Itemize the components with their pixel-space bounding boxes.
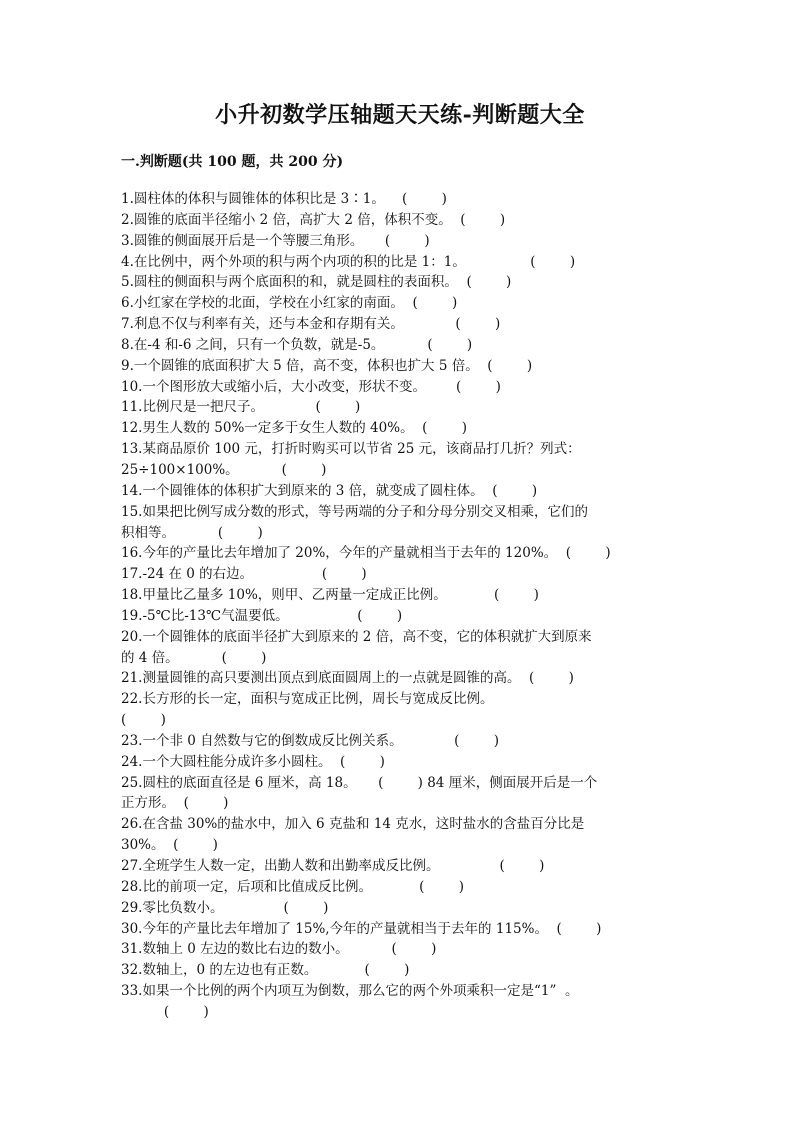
question-line: 4.在比例中，两个外项的积与两个内项的积的比是 1：1。 ( ) [121, 253, 576, 270]
question-line: 33.如果一个比例的两个内项互为倒数，那么它的两个外项乘积一定是“1” 。 [121, 983, 579, 1000]
question-line: 7.利息不仅与利率有关，还与本金和存期有关。 ( ) [121, 316, 501, 333]
question-list [121, 189, 677, 1023]
question-line: 27.全班学生人数一定，出勤人数和出勤率成反比例。 ( ) [121, 858, 545, 874]
question-line: 25.圆柱的底面直径是 6 厘米，高 18。 ( ) 84 厘米，侧面展开后是一个 [121, 774, 598, 791]
question-line: 20.一个圆锥体的底面半径扩大到原来的 2 倍，高不变，它的体积就扩大到原来 [121, 628, 592, 645]
question-line: 24.一个大圆柱能分成许多小圆柱。 ( ) [121, 753, 385, 770]
question-line: 3.圆锥的侧面展开后是一个等腰三角形。 ( ) [121, 232, 430, 249]
question-line: 16.今年的产量比去年增加了 20%，今年的产量就相当于去年的 120%。 ( ) [121, 545, 611, 562]
question-line: 1.圆柱体的体积与圆锥体的体积比是 3∶1。 ( ) [121, 191, 447, 207]
question-line: 30.今年的产量比去年增加了 15%,今年的产量就相当于去年的 115%。 ( ) [121, 920, 602, 937]
page-title: 小升初数学压轴题天天练-判断题大全 [215, 102, 585, 128]
question-line: 10.一个图形放大或缩小后，大小改变，形状不变。 ( ) [121, 378, 501, 395]
question-line: 2.圆锥的底面半径缩小 2 倍，高扩大 2 倍，体积不变。 ( ) [121, 211, 506, 228]
question-line: 18.甲量比乙量多 10%，则甲、乙两量一定成正比例。 ( ) [121, 587, 539, 604]
question-line: 23.一个非 0 自然数与它的倒数成反比例关系。 ( ) [121, 732, 499, 749]
question-line: 17.-24 在 0 的右边。 ( ) [121, 566, 367, 583]
question-line: 5.圆柱的侧面积与两个底面积的和，就是圆柱的表面积。 ( ) [121, 274, 512, 291]
question-line: 6.小红家在学校的北面，学校在小红家的南面。 ( ) [121, 295, 458, 312]
question-line: 13.某商品原价 100 元，打折时购买可以节省 25 元，该商品打几折？列式： [121, 441, 581, 458]
question-line: 积相等。 ( ) [121, 524, 263, 541]
question-line: 的 4 倍。 ( ) [121, 649, 267, 666]
question-line: 19.-5℃比-13℃气温要低。 ( ) [121, 607, 403, 624]
question-line: 25÷100×100%。 ( ) [121, 461, 327, 478]
question-line: 30%。 ( ) [121, 837, 218, 854]
question-line: 28.比的前项一定，后项和比值成反比例。 ( ) [121, 878, 465, 895]
question-line: 29.零比负数小。 ( ) [121, 899, 329, 916]
question-line: 12.男生人数的 50%一定多于女生人数的 40%。 ( ) [121, 420, 468, 437]
question-line: 22.长方形的长一定，面积与宽成正比例，周长与宽成反比例。 [121, 691, 494, 708]
question-line: 15.如果把比例写成分数的形式，等号两端的分子和分母分别交叉相乘，它们的 [121, 503, 588, 520]
question-line: 14.一个圆锥体的体积扩大到原来的 3 倍，就变成了圆柱体。 ( ) [121, 482, 538, 499]
section-heading: 一.判断题(共 100 题，共 200 分) [121, 154, 344, 170]
question-line: 11.比例尺是一把尺子。 ( ) [121, 399, 361, 416]
question-line: ( ) [121, 1003, 209, 1020]
question-line: 26.在含盐 30%的盐水中，加入 6 克盐和 14 克水，这时盐水的含盐百分比是 [121, 816, 585, 833]
question-line: ( ) [121, 712, 166, 729]
question-line: 正方形。 ( ) [121, 795, 229, 812]
question-line: 8.在-4 和-6 之间，只有一个负数，就是-5。 ( ) [121, 336, 473, 353]
question-line: 9.一个圆锥的底面积扩大 5 倍，高不变，体积也扩大 5 倍。 ( ) [121, 357, 533, 374]
question-line: 32.数轴上，0 的左边也有正数。 ( ) [121, 962, 410, 979]
question-line: 21.测量圆锥的高只要测出顶点到底面圆周上的一点就是圆锥的高。 ( ) [121, 670, 574, 687]
question-line: 31.数轴上 0 左边的数比右边的数小。 ( ) [121, 941, 437, 958]
